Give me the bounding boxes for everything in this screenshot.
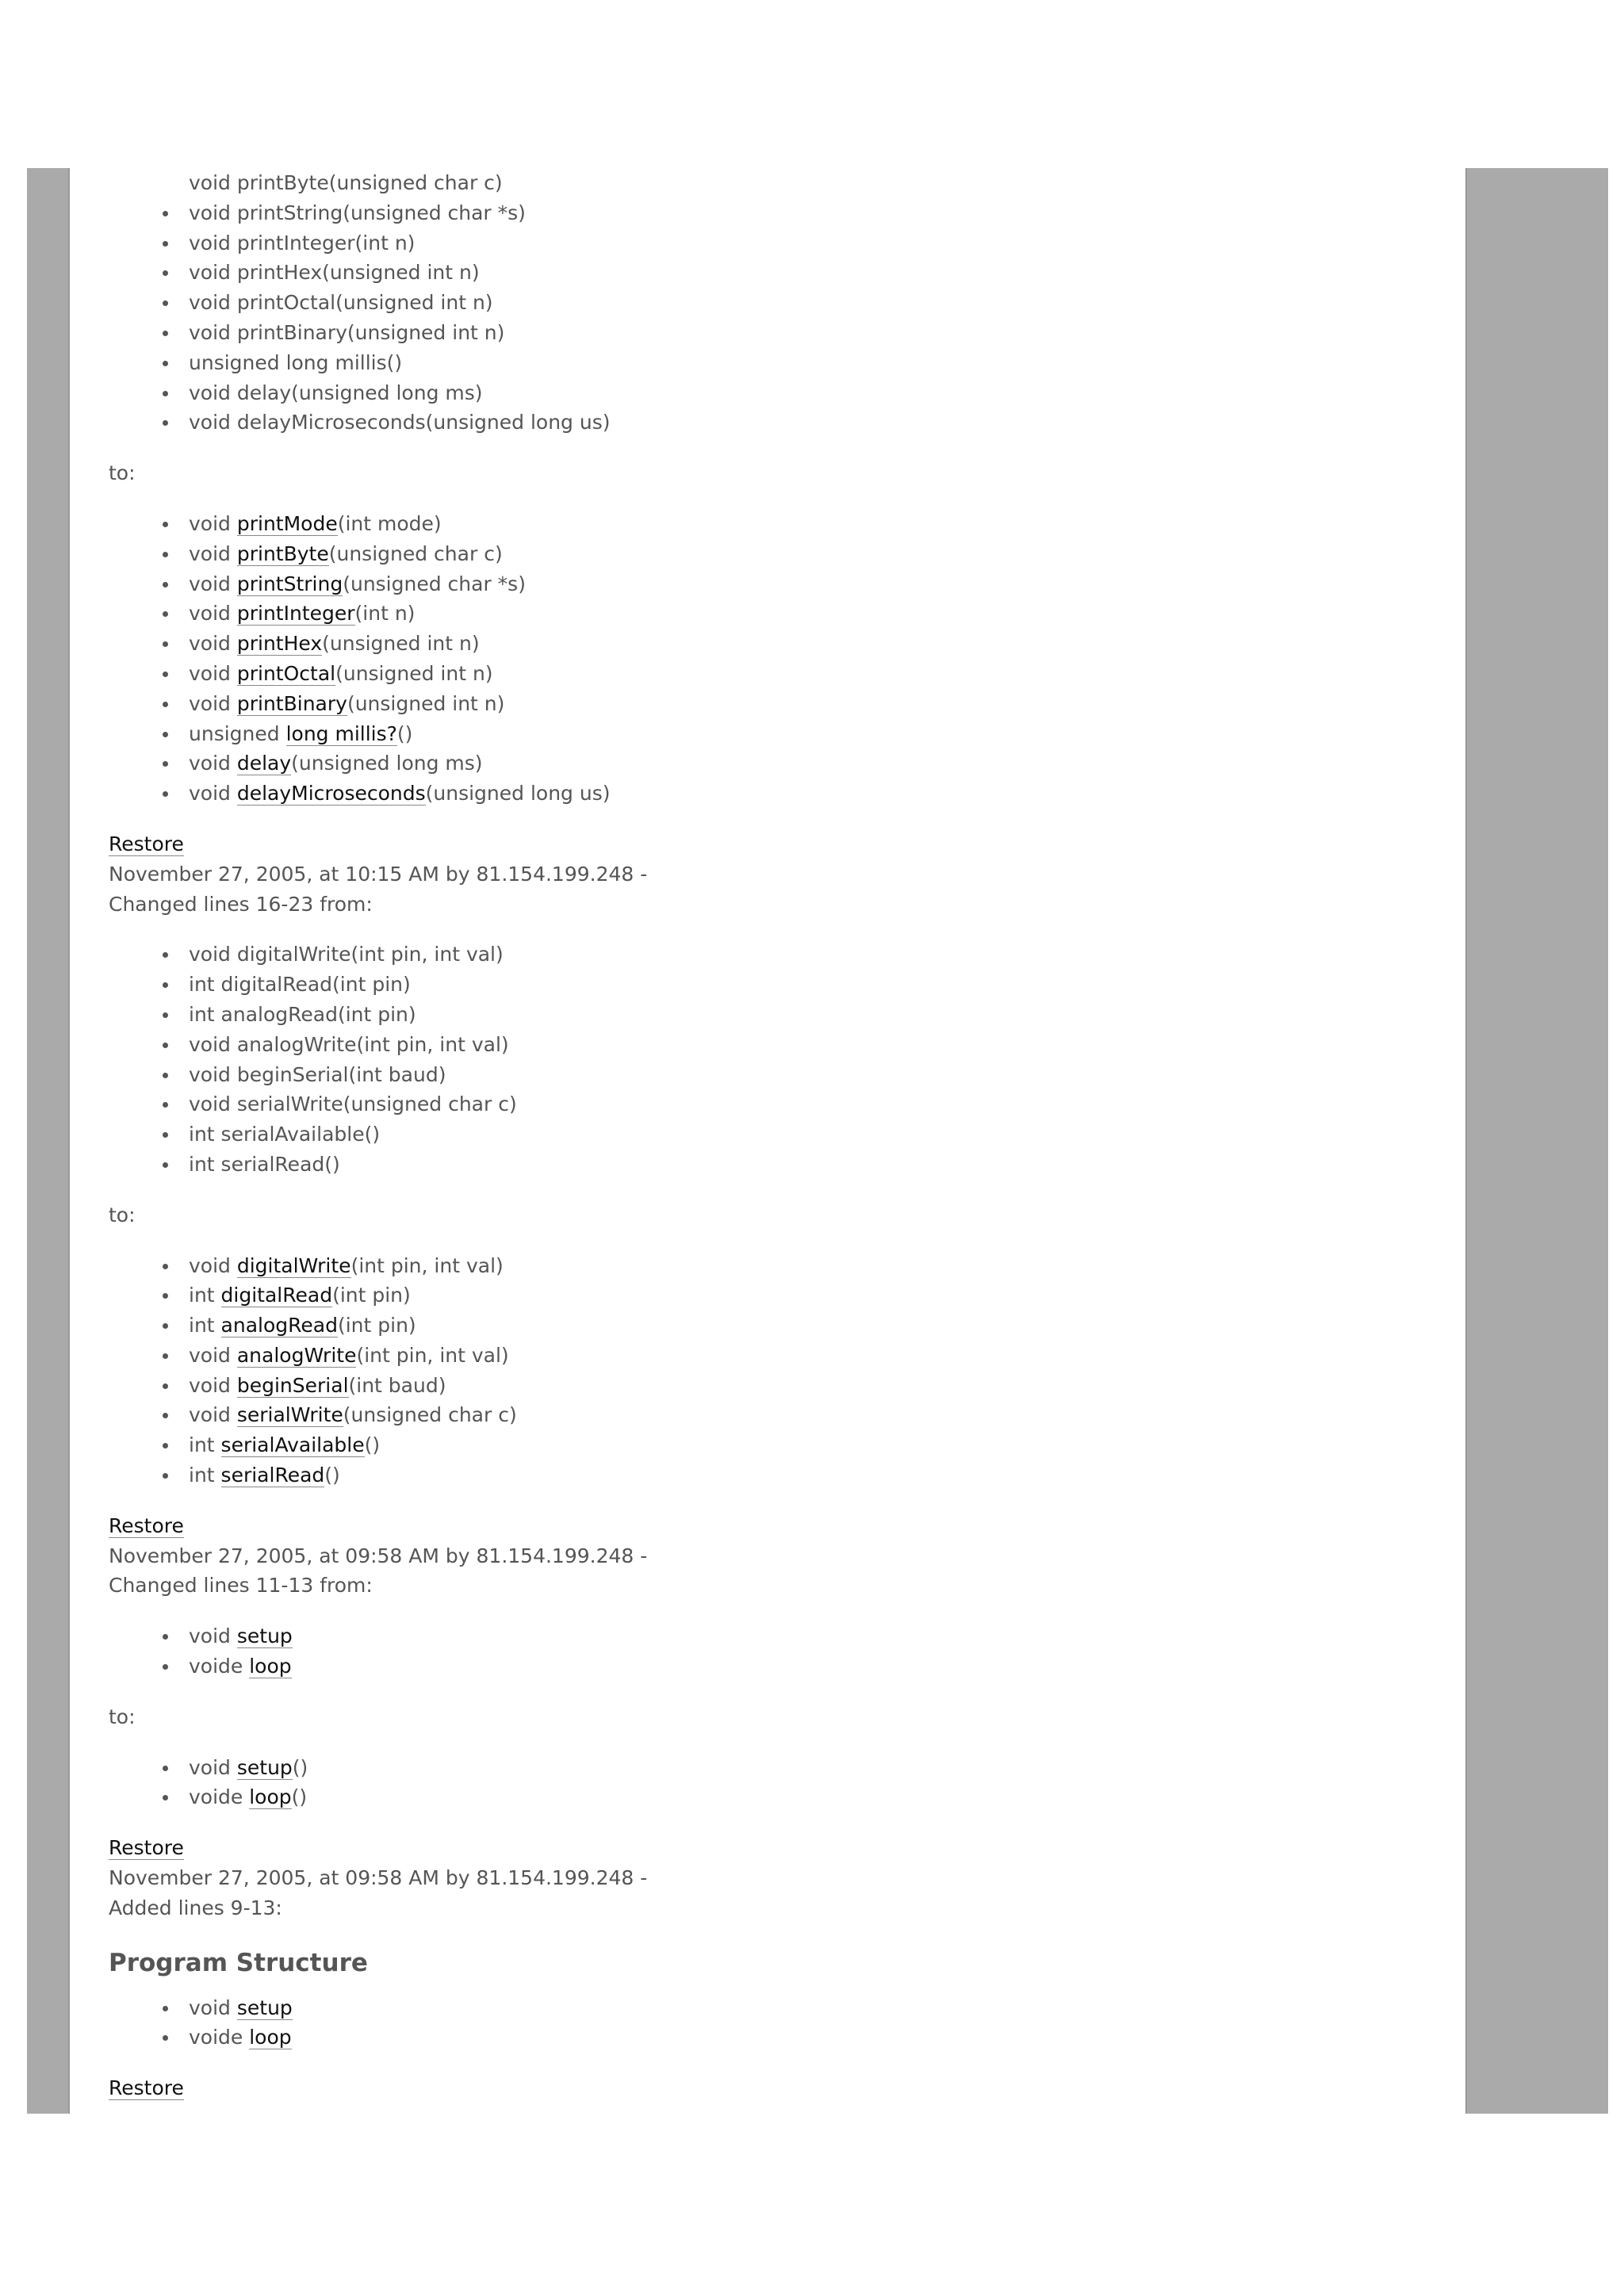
signature-text: void — [189, 1373, 237, 1397]
signature-params: (unsigned long us) — [425, 782, 611, 806]
signature-text: void printInteger(int n) — [189, 231, 416, 254]
signature-text: void beginSerial(int baud) — [189, 1062, 446, 1086]
signature-text: void — [189, 661, 237, 685]
function-link[interactable]: beginSerial — [236, 1373, 349, 1397]
signature-params: () — [324, 1464, 340, 1487]
signature-params: (unsigned int n) — [347, 691, 505, 715]
list-item — [189, 1060, 1441, 1090]
signature-list — [109, 1993, 1441, 2053]
signature-params: (int pin) — [332, 1284, 411, 1307]
function-link[interactable]: setup — [236, 1755, 293, 1779]
to-label: to: — [109, 1705, 136, 1728]
signature-text: void delay(unsigned long ms) — [189, 381, 483, 404]
signature-params: () — [292, 1755, 308, 1779]
change-description: Changed lines 11-13 from: — [109, 1574, 373, 1598]
list-item — [189, 1753, 1441, 1783]
signature-params: (int mode) — [337, 511, 442, 535]
function-link[interactable]: printOctal — [236, 661, 336, 685]
list-item — [189, 1311, 1441, 1341]
function-link[interactable]: printMode — [236, 511, 338, 535]
signature-list — [109, 1251, 1441, 1490]
signature-text: void — [189, 1253, 237, 1277]
list-item — [189, 228, 1441, 258]
signature-text: int digitalRead(int pin) — [189, 973, 411, 997]
signature-text: voide — [189, 1785, 250, 1809]
signature-text: void — [189, 782, 237, 806]
right-sidebar-bar — [1465, 168, 1608, 2114]
signature-text: int analogRead(int pin) — [189, 1002, 416, 1026]
list-item — [189, 1341, 1441, 1371]
list-item — [189, 1460, 1441, 1490]
revision-entry — [109, 168, 1441, 859]
restore-link[interactable]: Restore — [109, 1513, 184, 1537]
signature-params: (unsigned long ms) — [291, 752, 483, 775]
signature-text: void — [189, 511, 237, 535]
list-item — [189, 629, 1441, 659]
signature-text: void printOctal(unsigned int n) — [189, 291, 493, 315]
function-link[interactable]: serialRead — [220, 1464, 325, 1487]
signature-text: int serialAvailable() — [189, 1123, 381, 1146]
signature-list — [109, 1753, 1441, 1813]
left-sidebar-bar — [27, 168, 70, 2114]
list-item — [189, 1280, 1441, 1311]
signature-text: int — [189, 1284, 221, 1307]
signature-params: (int baud) — [348, 1373, 446, 1397]
list-item — [189, 258, 1441, 288]
function-link[interactable]: long millis? — [285, 721, 397, 745]
signature-params: (int n) — [354, 602, 416, 626]
list-item — [189, 939, 1441, 970]
signature-list — [109, 1621, 1441, 1682]
section-heading: Program Structure — [109, 1948, 368, 1977]
list-item — [189, 2022, 1441, 2053]
list-item — [189, 1651, 1441, 1682]
list-item — [189, 1621, 1441, 1651]
list-item — [189, 1000, 1441, 1030]
signature-text: int — [189, 1433, 221, 1457]
signature-list — [109, 168, 1441, 438]
list-item — [189, 288, 1441, 318]
revision-meta: November 27, 2005, at 09:58 AM by 81.154.199.248 - — [109, 1544, 648, 1567]
list-item — [189, 1089, 1441, 1119]
function-link[interactable]: printBinary — [236, 691, 347, 715]
restore-line — [109, 829, 1441, 859]
signature-params: (unsigned int n) — [335, 661, 493, 685]
list-item — [189, 348, 1441, 378]
change-description: Added lines 9-13: — [109, 1896, 282, 1919]
signature-params: (unsigned char c) — [343, 1403, 517, 1427]
list-item — [189, 970, 1441, 1000]
function-link[interactable]: serialAvailable — [220, 1433, 365, 1457]
function-link[interactable]: setup — [236, 1624, 293, 1648]
signature-params: (unsigned char c) — [328, 541, 503, 565]
signature-text: unsigned long millis() — [189, 350, 403, 374]
revision-entry — [109, 859, 1441, 1541]
list-item — [189, 1030, 1441, 1060]
signature-list — [109, 939, 1441, 1179]
list-item — [189, 198, 1441, 228]
list-item — [189, 1119, 1441, 1150]
signature-text: void serialWrite(unsigned char c) — [189, 1093, 517, 1116]
list-item — [189, 539, 1441, 569]
signature-params: (int pin, int val) — [350, 1253, 504, 1277]
signature-params: (unsigned char *s) — [343, 572, 526, 595]
function-link[interactable]: digitalWrite — [236, 1253, 351, 1277]
signature-text: int — [189, 1464, 221, 1487]
function-link[interactable]: loop — [249, 1655, 292, 1678]
to-label: to: — [109, 1203, 136, 1226]
signature-text: void printString(unsigned char *s) — [189, 201, 526, 224]
signature-text: void digitalWrite(int pin, int val) — [189, 943, 504, 966]
signature-text: int — [189, 1314, 221, 1337]
list-item — [189, 569, 1441, 599]
function-link[interactable]: printHex — [236, 632, 323, 656]
list-item — [189, 779, 1441, 809]
restore-link[interactable]: Restore — [109, 832, 184, 855]
signature-text: void — [189, 752, 237, 775]
function-link[interactable]: printInteger — [236, 602, 355, 626]
signature-text: void printHex(unsigned int n) — [189, 261, 480, 285]
function-link[interactable]: analogRead — [220, 1314, 338, 1337]
list-item — [189, 1430, 1441, 1460]
signature-text: void — [189, 602, 237, 626]
signature-params: () — [396, 721, 413, 745]
function-link[interactable]: loop — [249, 2026, 292, 2049]
signature-params: (unsigned int n) — [322, 632, 480, 656]
signature-params: (int pin, int val) — [356, 1343, 509, 1367]
signature-text: void printByte(unsigned char c) — [189, 171, 503, 194]
list-item — [189, 1150, 1441, 1180]
signature-text: void — [189, 691, 237, 715]
signature-text: void — [189, 1755, 237, 1779]
function-link[interactable]: analogWrite — [236, 1343, 357, 1367]
revision-history-content — [109, 168, 1441, 2103]
revision-meta: November 27, 2005, at 10:15 AM by 81.154.199.248 - — [109, 862, 648, 886]
revision-entry — [109, 1541, 1441, 1863]
list-item — [189, 748, 1441, 779]
function-link[interactable]: printString — [236, 572, 343, 595]
change-description: Changed lines 16-23 from: — [109, 892, 373, 916]
revision-entry — [109, 1863, 1441, 2103]
signature-params: (int pin) — [337, 1314, 416, 1337]
list-item — [189, 509, 1441, 539]
list-item — [189, 689, 1441, 719]
list-item — [189, 1251, 1441, 1281]
function-link[interactable]: printByte — [236, 541, 329, 565]
list-item — [189, 408, 1441, 438]
function-link[interactable]: digitalRead — [220, 1284, 333, 1307]
signature-text: unsigned — [189, 721, 286, 745]
restore-line — [109, 1511, 1441, 1541]
list-item — [189, 1782, 1441, 1812]
restore-link[interactable]: Restore — [109, 1836, 184, 1860]
signature-text: void — [189, 1343, 237, 1367]
signature-text: void delayMicroseconds(unsigned long us) — [189, 411, 611, 434]
function-link[interactable]: serialWrite — [236, 1403, 343, 1427]
restore-line — [109, 1833, 1441, 1863]
function-link[interactable]: loop — [249, 1785, 292, 1809]
restore-line — [109, 2073, 1441, 2103]
function-link[interactable]: delay — [236, 752, 292, 775]
list-item — [189, 318, 1441, 348]
list-item — [189, 659, 1441, 689]
to-label: to: — [109, 461, 136, 485]
list-item — [189, 1400, 1441, 1430]
list-item — [189, 378, 1441, 408]
signature-text: int serialRead() — [189, 1152, 340, 1176]
signature-list — [109, 509, 1441, 809]
signature-text: void — [189, 1996, 237, 2019]
list-item — [189, 168, 1441, 198]
function-link[interactable]: delayMicroseconds — [236, 782, 426, 806]
list-item — [189, 1993, 1441, 2023]
list-item — [189, 599, 1441, 629]
list-item — [189, 1371, 1441, 1401]
signature-params: () — [364, 1433, 381, 1457]
list-item — [189, 719, 1441, 749]
signature-text: voide — [189, 1655, 250, 1678]
signature-text: void — [189, 632, 237, 656]
signature-text: void — [189, 572, 237, 595]
signature-text: void analogWrite(int pin, int val) — [189, 1032, 509, 1056]
restore-link[interactable]: Restore — [109, 2076, 184, 2100]
signature-text: void printBinary(unsigned int n) — [189, 320, 505, 344]
signature-params: () — [291, 1785, 308, 1809]
signature-text: void — [189, 1403, 237, 1427]
signature-text: voide — [189, 2026, 250, 2049]
revision-meta: November 27, 2005, at 09:58 AM by 81.154.199.248 - — [109, 1866, 648, 1890]
function-link[interactable]: setup — [236, 1996, 293, 2019]
signature-text: void — [189, 1624, 237, 1648]
signature-text: void — [189, 541, 237, 565]
